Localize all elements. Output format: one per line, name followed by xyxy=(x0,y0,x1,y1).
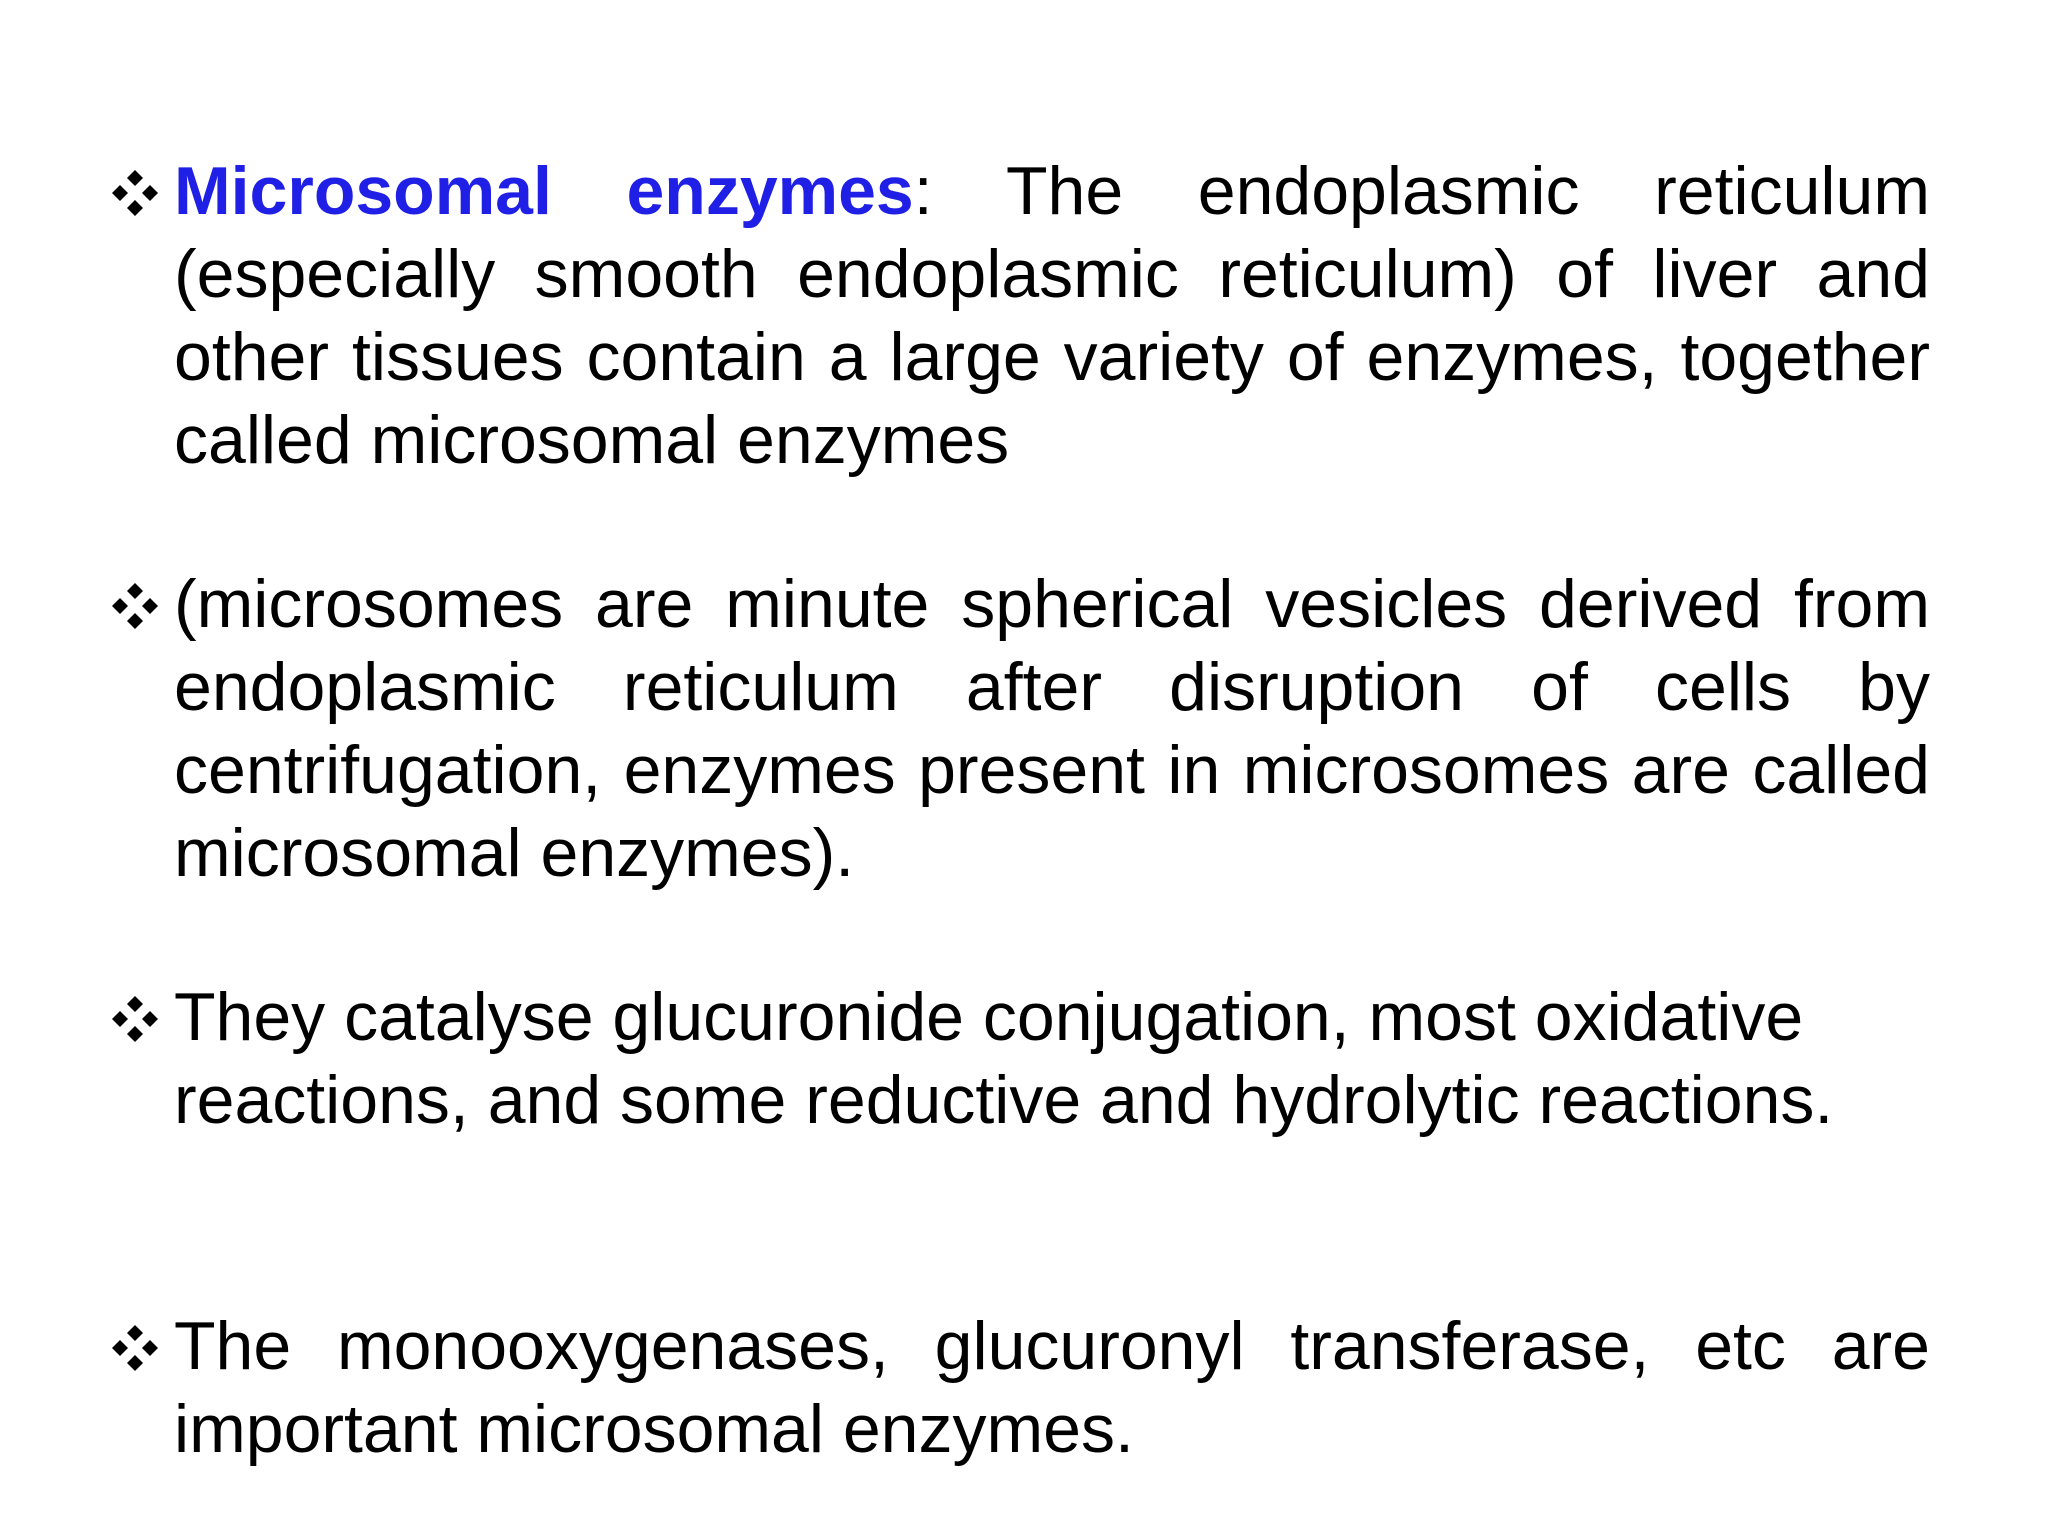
bullet-term: Microsomal enzymes xyxy=(174,153,914,229)
bullet-item-microsomal-enzymes xyxy=(110,150,1930,482)
bullet-item-microsomes-definition xyxy=(110,563,1930,895)
bullet-item-reactions xyxy=(110,976,1930,1142)
bullet-text: (microsomes are minute spherical vesicles derived from endoplasmic reticulum after disruption of cells by centrifugation, enzymes present in microsomes are called microsomal enzymes). xyxy=(174,566,1930,891)
bullet-text: They catalyse glucuronide conjugation, most oxidative reactions, and some reductive and hydrolytic reactions. xyxy=(174,979,1834,1138)
bullet-item-examples xyxy=(110,1305,1930,1471)
bullet-text xyxy=(174,150,1930,482)
four-diamond-bullet-icon xyxy=(110,581,160,631)
four-diamond-bullet-icon xyxy=(110,168,160,218)
four-diamond-bullet-icon xyxy=(110,994,160,1044)
bullet-description: : The endoplasmic reticulum (especially smooth endoplasmic reticulum) of liver and other tissues contain a large variety of enzymes, together called microsomal enzymes xyxy=(174,153,1930,478)
four-diamond-bullet-icon xyxy=(110,1323,160,1373)
bullet-text: The monooxygenases, glucuronyl transferase, etc are important microsomal enzymes. xyxy=(174,1308,1930,1467)
